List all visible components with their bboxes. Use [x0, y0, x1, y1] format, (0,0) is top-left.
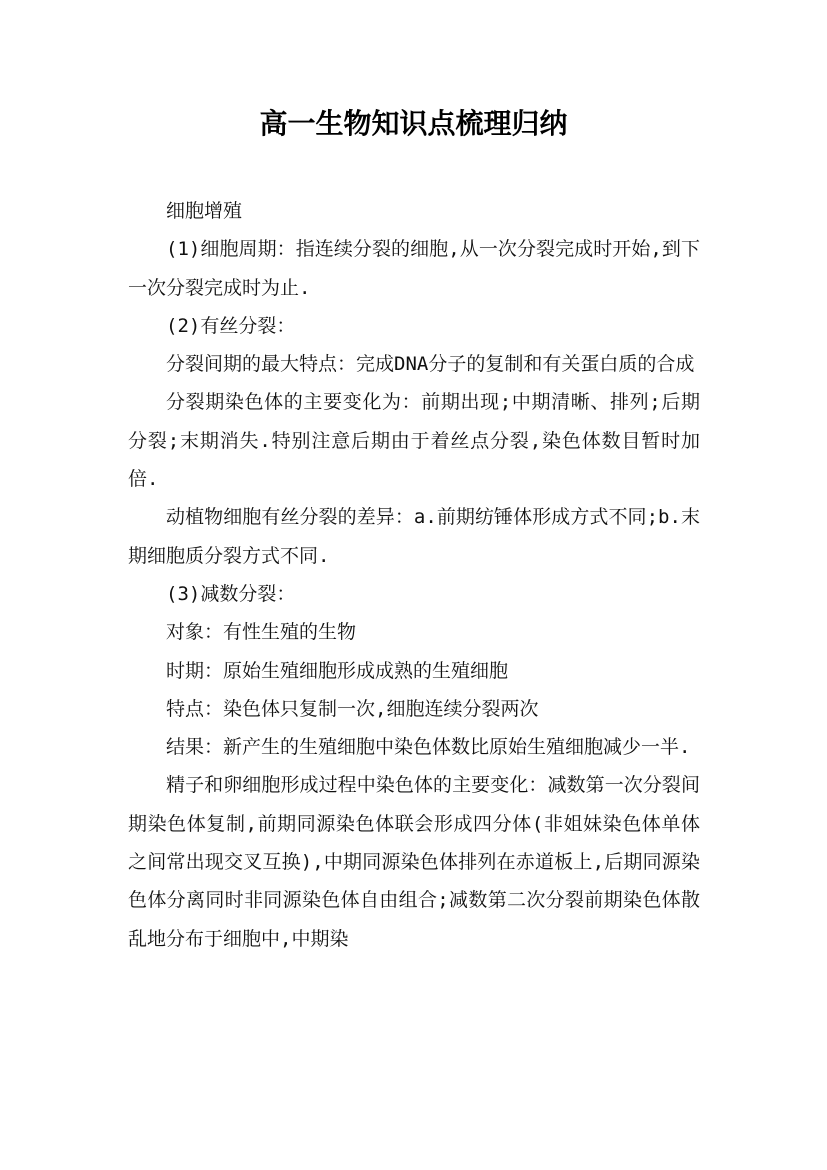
paragraph-meiosis-feature: 特点：染色体只复制一次,细胞连续分裂两次 [166, 697, 539, 720]
paragraph-mitosis-heading: (2)有丝分裂： [166, 314, 296, 337]
paragraph-gamete-formation: 精子和卵细胞形成过程中染色体的主要变化：减数第一次分裂间期染色体复制,前期同源染色体联会形成四分体(非姐妹染色体单体之间常出现交叉互换),中期同源染色体排列在赤道板上,后期同源染色体分离同时非同源染色体自由组合;减数第二次分裂前期染色体散乱地分布于细胞中,中期染 [128, 774, 700, 950]
paragraph-meiosis-heading: (3)减数分裂： [166, 582, 296, 605]
paragraph-meiosis-result: 结果：新产生的生殖细胞中染色体数比原始生殖细胞减少一半. [166, 736, 691, 759]
paragraph-meiosis-period: 时期：原始生殖细胞形成成熟的生殖细胞 [166, 659, 509, 682]
document-body [128, 192, 700, 958]
paragraph-meiosis-object: 对象：有性生殖的生物 [166, 621, 357, 644]
document-title: 高一生物知识点梳理归纳 [259, 107, 568, 140]
paragraph-plant-animal-difference: 动植物细胞有丝分裂的差异：a.前期纺锤体形成方式不同;b.末期细胞质分裂方式不同. [128, 506, 700, 567]
paragraph-division-phase: 分裂期染色体的主要变化为：前期出现;中期清晰、排列;后期分裂;末期消失.特别注意后期由于着丝点分裂,染色体数目暂时加倍. [128, 391, 700, 491]
paragraph-cell-cycle: (1)细胞周期：指连续分裂的细胞,从一次分裂完成时开始,到下一次分裂完成时为止. [128, 238, 700, 299]
paragraph-cell-proliferation: 细胞增殖 [166, 200, 243, 222]
paragraph-interphase: 分裂间期的最大特点：完成DNA分子的复制和有关蛋白质的合成 [166, 353, 695, 376]
